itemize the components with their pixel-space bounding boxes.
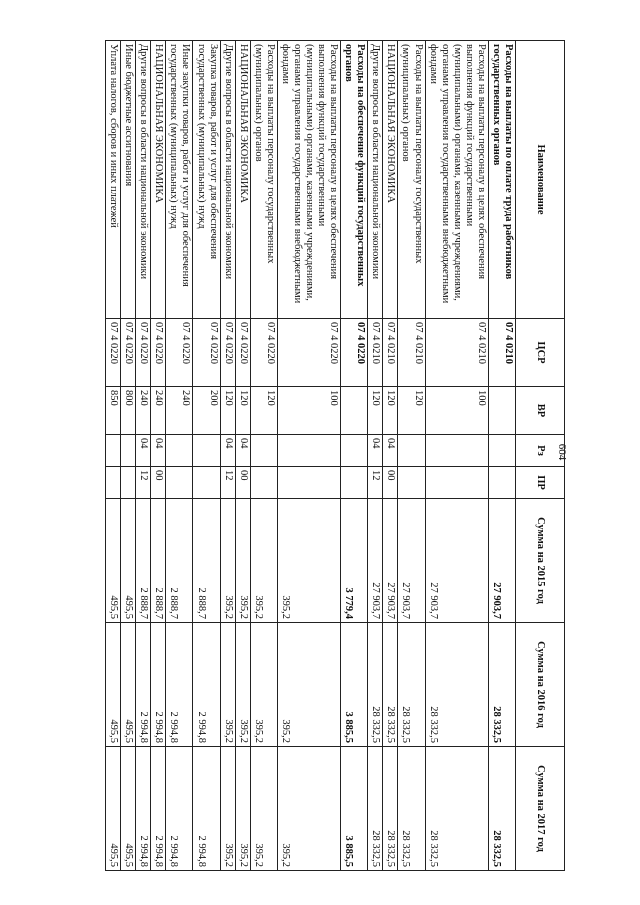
header-row (516, 41, 565, 871)
cell-sum-2017: 28 332,5 (398, 747, 425, 871)
table-row (136, 41, 151, 871)
header-csr: ЦСР (516, 319, 565, 387)
cell-sum-2017: 28 332,5 (425, 747, 488, 871)
cell-csr: 07 4 0210 (398, 319, 425, 387)
cell-name: Закупка товаров, работ и услуг для обеспечения государственных (муниципальных) нужд (193, 41, 220, 319)
cell-vr: 100 (425, 387, 488, 435)
cell-csr: 07 4 0210 (488, 319, 515, 387)
page-number: 604 (556, 443, 568, 461)
table-row (106, 41, 121, 871)
table-row (151, 41, 166, 871)
cell-vr: 120 (250, 387, 277, 435)
header-sum-2015: Сумма на 2015 год (516, 499, 565, 623)
budget-table (105, 40, 565, 871)
cell-sum-2015: 27 903,7 (488, 499, 515, 623)
cell-rz: 04 (151, 435, 166, 467)
cell-name: Уплата налогов, сборов и иных платежей (106, 41, 121, 319)
cell-sum-2017: 2 994,8 (151, 747, 166, 871)
cell-rz (166, 435, 193, 467)
cell-name: Другие вопросы в области национальной экономики (136, 41, 151, 319)
cell-sum-2015: 395,2 (220, 499, 235, 623)
cell-sum-2016: 2 994,8 (136, 623, 151, 747)
cell-sum-2016: 28 332,5 (368, 623, 383, 747)
cell-sum-2015: 495,5 (121, 499, 136, 623)
cell-vr: 120 (368, 387, 383, 435)
header-name: Наименование (516, 41, 565, 319)
table-row (277, 41, 340, 871)
header-sum-2016: Сумма на 2016 год (516, 623, 565, 747)
cell-name: Иные закупки товаров, работ и услуг для обеспечения государственных (муниципальных) нужд (166, 41, 193, 319)
rotated-table-area (95, 40, 565, 870)
rotated-content (95, 40, 565, 870)
cell-rz: 04 (136, 435, 151, 467)
cell-vr: 100 (277, 387, 340, 435)
cell-pr (250, 467, 277, 499)
cell-vr: 800 (121, 387, 136, 435)
table-row (193, 41, 220, 871)
cell-sum-2017: 395,2 (235, 747, 250, 871)
table-row (341, 41, 368, 871)
cell-vr: 200 (193, 387, 220, 435)
cell-csr: 07 4 0220 (277, 319, 340, 387)
table-row (250, 41, 277, 871)
cell-sum-2017: 395,2 (277, 747, 340, 871)
cell-name: Иные бюджетные ассигнования (121, 41, 136, 319)
cell-sum-2015: 2 888,7 (136, 499, 151, 623)
cell-rz (193, 435, 220, 467)
cell-pr (398, 467, 425, 499)
cell-pr (193, 467, 220, 499)
cell-sum-2017: 2 994,8 (193, 747, 220, 871)
cell-rz (277, 435, 340, 467)
cell-name: Расходы на выплаты по оплате труда работников государственных органов (488, 41, 515, 319)
table-row (166, 41, 193, 871)
table-row (488, 41, 515, 871)
cell-pr (106, 467, 121, 499)
table-row (220, 41, 235, 871)
cell-pr (341, 467, 368, 499)
cell-pr: 00 (235, 467, 250, 499)
cell-rz (398, 435, 425, 467)
cell-sum-2016: 495,5 (121, 623, 136, 747)
cell-name: НАЦИОНАЛЬНАЯ ЭКОНОМИКА (151, 41, 166, 319)
cell-csr: 07 4 0220 (106, 319, 121, 387)
cell-vr: 240 (136, 387, 151, 435)
cell-vr: 240 (151, 387, 166, 435)
cell-vr: 120 (383, 387, 398, 435)
cell-sum-2017: 3 885,5 (341, 747, 368, 871)
cell-pr (121, 467, 136, 499)
cell-vr: 240 (166, 387, 193, 435)
cell-sum-2016: 28 332,5 (488, 623, 515, 747)
cell-pr: 00 (151, 467, 166, 499)
cell-vr (341, 387, 368, 435)
cell-rz: 04 (235, 435, 250, 467)
cell-csr: 07 4 0220 (166, 319, 193, 387)
cell-rz (106, 435, 121, 467)
cell-pr (488, 467, 515, 499)
cell-pr: 12 (220, 467, 235, 499)
cell-pr: 12 (136, 467, 151, 499)
table-row (368, 41, 383, 871)
table-header (516, 41, 565, 871)
cell-csr: 07 4 0210 (425, 319, 488, 387)
cell-name: Другие вопросы в области национальной экономики (368, 41, 383, 319)
cell-sum-2016: 395,2 (250, 623, 277, 747)
cell-vr: 120 (398, 387, 425, 435)
cell-sum-2016: 395,2 (220, 623, 235, 747)
cell-csr: 07 4 0220 (235, 319, 250, 387)
cell-sum-2016: 28 332,5 (383, 623, 398, 747)
cell-sum-2016: 2 994,8 (193, 623, 220, 747)
cell-csr: 07 4 0220 (121, 319, 136, 387)
cell-name: Расходы на обеспечение функций государственных органов (341, 41, 368, 319)
table-row (398, 41, 425, 871)
cell-sum-2015: 395,2 (235, 499, 250, 623)
header-pr: ПР (516, 467, 565, 499)
header-vr: ВР (516, 387, 565, 435)
cell-sum-2017: 2 994,8 (166, 747, 193, 871)
header-sum-2017: Сумма на 2017 год (516, 747, 565, 871)
cell-sum-2017: 2 994,8 (136, 747, 151, 871)
cell-sum-2016: 2 994,8 (166, 623, 193, 747)
cell-sum-2016: 2 994,8 (151, 623, 166, 747)
cell-pr (425, 467, 488, 499)
cell-vr (488, 387, 515, 435)
table-row (383, 41, 398, 871)
cell-rz (341, 435, 368, 467)
cell-sum-2016: 28 332,5 (425, 623, 488, 747)
cell-vr: 850 (106, 387, 121, 435)
cell-sum-2016: 395,2 (235, 623, 250, 747)
header-rz: Рз (516, 435, 565, 467)
cell-sum-2016: 395,2 (277, 623, 340, 747)
cell-csr: 07 4 0220 (193, 319, 220, 387)
cell-sum-2017: 495,5 (106, 747, 121, 871)
table-body (106, 41, 516, 871)
cell-vr: 120 (235, 387, 250, 435)
cell-rz (488, 435, 515, 467)
cell-sum-2016: 3 885,5 (341, 623, 368, 747)
cell-pr (277, 467, 340, 499)
cell-sum-2015: 395,2 (250, 499, 277, 623)
cell-name: Расходы на выплаты персоналу в целях обеспечения выполнения функций государственными (муниципальными) органами, казенными учреждениями, органами управления государственными внебюджетными фондами (277, 41, 340, 319)
table-row (235, 41, 250, 871)
cell-name: Расходы на выплаты персоналу государственных (муниципальных) органов (398, 41, 425, 319)
cell-sum-2017: 28 332,5 (488, 747, 515, 871)
cell-sum-2015: 27 903,7 (368, 499, 383, 623)
cell-sum-2017: 28 332,5 (383, 747, 398, 871)
cell-rz: 04 (368, 435, 383, 467)
cell-pr: 00 (383, 467, 398, 499)
cell-name: НАЦИОНАЛЬНАЯ ЭКОНОМИКА (235, 41, 250, 319)
cell-rz: 04 (220, 435, 235, 467)
cell-rz (425, 435, 488, 467)
cell-csr: 07 4 0220 (341, 319, 368, 387)
cell-sum-2017: 395,2 (220, 747, 235, 871)
cell-sum-2017: 28 332,5 (368, 747, 383, 871)
cell-sum-2015: 2 888,7 (193, 499, 220, 623)
cell-sum-2015: 27 903,7 (383, 499, 398, 623)
cell-sum-2016: 28 332,5 (398, 623, 425, 747)
cell-rz: 04 (383, 435, 398, 467)
cell-sum-2016: 495,5 (106, 623, 121, 747)
cell-sum-2015: 27 903,7 (425, 499, 488, 623)
cell-sum-2015: 3 779,4 (341, 499, 368, 623)
cell-csr: 07 4 0220 (220, 319, 235, 387)
cell-sum-2015: 2 888,7 (166, 499, 193, 623)
cell-sum-2015: 2 888,7 (151, 499, 166, 623)
cell-sum-2015: 395,2 (277, 499, 340, 623)
cell-sum-2015: 495,5 (106, 499, 121, 623)
cell-csr: 07 4 0210 (383, 319, 398, 387)
cell-name: НАЦИОНАЛЬНАЯ ЭКОНОМИКА (383, 41, 398, 319)
cell-csr: 07 4 0220 (151, 319, 166, 387)
cell-csr: 07 4 0220 (136, 319, 151, 387)
cell-name: Расходы на выплаты персоналу в целях обеспечения выполнения функций государственными (муниципальными) органами, казенными учреждениями, органами управления государственными внебюджетными фондами (425, 41, 488, 319)
cell-sum-2017: 395,2 (250, 747, 277, 871)
cell-pr (166, 467, 193, 499)
cell-csr: 07 4 0210 (368, 319, 383, 387)
cell-rz (121, 435, 136, 467)
table-row (121, 41, 136, 871)
cell-pr: 12 (368, 467, 383, 499)
table-row (425, 41, 488, 871)
cell-rz (250, 435, 277, 467)
cell-csr: 07 4 0220 (250, 319, 277, 387)
cell-sum-2017: 495,5 (121, 747, 136, 871)
cell-vr: 120 (220, 387, 235, 435)
cell-name: Расходы на выплаты персоналу государственных (муниципальных) органов (250, 41, 277, 319)
cell-sum-2015: 27 903,7 (398, 499, 425, 623)
cell-name: Другие вопросы в области национальной экономики (220, 41, 235, 319)
